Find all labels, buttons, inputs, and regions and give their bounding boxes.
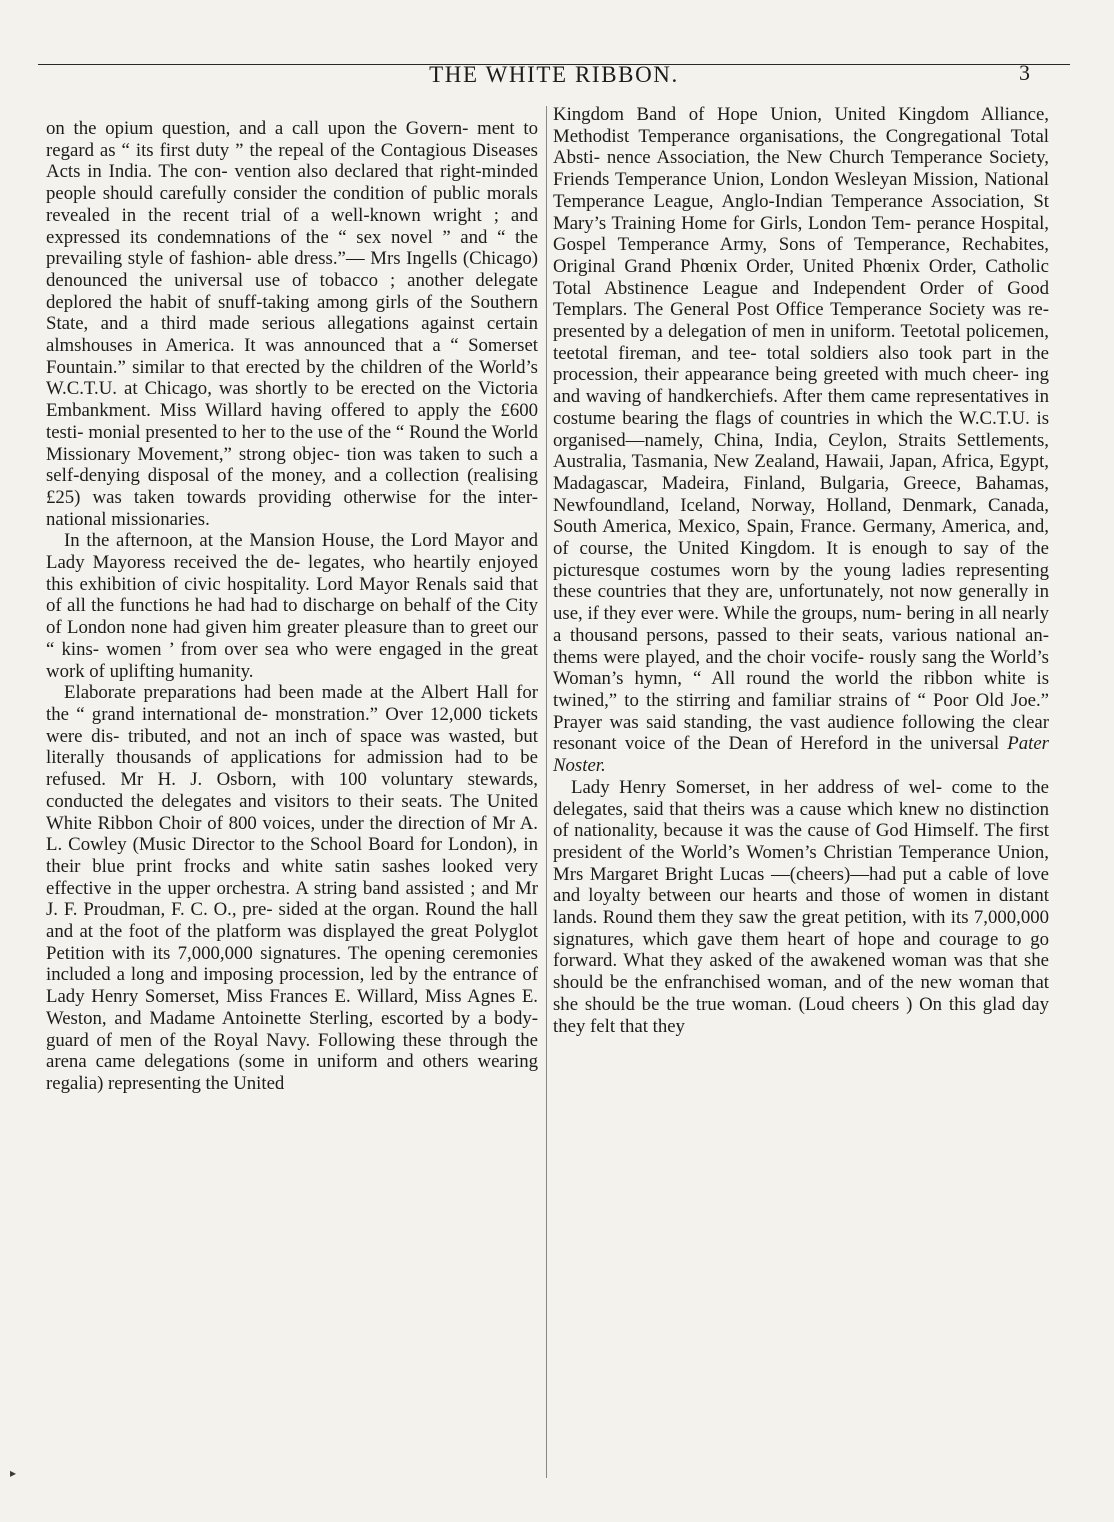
right-column [553,104,1049,1037]
paragraph-mansion-house: In the afternoon, at the Mansion House, the Lord Mayor and Lady Mayoress received the de- legates, who heartily enjoyed this exhibition of civic hospitality. Lord Mayor Renals said that of all the functions he had had to discharge on behalf of the City of London none had given him greater pleasure than to greet our “ kins- women ’ from over sea who were engaged in the great work of uplifting humanity. [46,530,538,682]
pater-noster-italic: Pater Noster. [553,733,1049,777]
margin-mark: ▸ [10,1466,17,1480]
paragraph-opium-question: on the opium question, and a call upon the Govern- ment to regard as “ its first duty ” the repeal of the Contagious Diseases Acts in India. The con- vention also declared that right-minded people should carefully consider the condition of public morals revealed in the recent trial of a well-known wright ; and expressed its condemnations of the “ sex novel ” and “ the prevailing style of fashion- able dress.”— Mrs Ingells (Chicago) denounced the universal use of tobacco ; another delegate deplored the habit of snuff-taking among girls of the Southern State, and a third made serious allegations against certain almshouses in America. It was announced that a “ Somerset Fountain.” similar to that erected by the children of the World’s W.C.T.U. at Chicago, was shortly to be erected on the Victoria Embankment. Miss Willard having offered to apply the £600 testi- monial presented to her to the use of the “ Round the World Missionary Movement,” strong objec- tion was taken to such a self-denying disposal of the money, and a collection (realising £25) was taken towards providing otherwise for the inter- national missionaries. [46,118,538,530]
left-column [46,118,538,1095]
paragraph-procession-text: Kingdom Band of Hope Union, United Kingdom Alliance, Methodist Temperance organisations, the Congregational Total Absti- nence Association, the New Church Temperance Society, Friends Temperance Union, London Wesleyan Mission, National Temperance League, Anglo-Indian Temperance Association, St Mary’s Training Home for Girls, London Tem- perance Hospital, Gospel Temperance Army, Sons of Temperance, Rechabites, Original Grand Phœnix Order, United Phœnix Order, Catholic Total Abstinence League and Independent Order of Good Templars. The General Post Office Temperance Society was re- presented by a delegation of men in uniform. Teetotal policemen, teetotal fireman, and tee- total soldiers also took part in the procession, their appearance being greeted with much cheer- ing and waving of handkerchiefs. After them came representatives in costume bearing the flags of countries in which the W.C.T.U. is organised—namely, China, India, Ceylon, Straits Settlements, Australia, Tasmania, New Zealand, Hawaii, Japan, Africa, Egypt, Madagascar, Madeira, Finland, Bulgaria, Greece, Bahamas, Newfoundland, Iceland, Norway, Holland, Denmark, Canada, South America, Mexico, Spain, France. Germany, America, and, of course, the United Kingdom. It is enough to say of the picturesque costumes worn by the young ladies representing these countries that they are, unfortunately, not now generally in use, if they ever were. While the groups, num- bering in all nearly a thousand persons, passed to their seats, various national an- thems were played, and the choir vocife- rously sang the World’s Woman’s hymn, “ All round the world the ribbon white is twined,” to the stirring and familiar strains of “ Poor Old Joe.” Prayer was said standing, the vast audience following the clear resonant voice of the Dean of Hereford in the universal [553,104,1049,755]
paragraph-procession [553,104,1049,777]
page-header [38,62,1070,98]
paragraph-lady-somerset-address: Lady Henry Somerset, in her address of wel- come to the delegates, said that theirs was a cause which knew no distinction of nationality, because it was the cause of God Himself. The first president of the World’s Women’s Christian Temperance Union, Mrs Margaret Bright Lucas —(cheers)—had put a cable of love and loyalty between our hearts and those of women in distant lands. Round them they saw the great petition, with its 7,000,000 signatures, which gave them heart of hope and courage to go forward. What they asked of the awakened woman was that she should be the enfranchised woman, and of the new woman that she should be the true woman. (Loud cheers ) On this glad day they felt that they [553,776,1049,1037]
masthead-title: THE WHITE RIBBON. [429,62,679,87]
paragraph-albert-hall: Elaborate preparations had been made at the Albert Hall for the “ grand international de- monstration.” Over 12,000 tickets were dis- tributed, and not an inch of space was wasted, but literally thousands of applications for admission had to be refused. Mr H. J. Osborn, with 100 voluntary stewards, conducted the delegates and visitors to their seats. The United White Ribbon Choir of 800 voices, under the direction of Mr A. L. Cowley (Music Director to the School Board for London), in their blue print frocks and white satin sashes looked very effective in the upper orchestra. A string band assisted ; and Mr J. F. Proudman, F. C. O., pre- sided at the organ. Round the hall and at the foot of the platform was displayed the great Polyglot Petition with its 7,000,000 signatures. The opening ceremonies included a long and imposing procession, led by the entrance of Lady Henry Somerset, Miss Frances E. Willard, Miss Agnes E. Weston, and Madame Antoinette Sterling, escorted by a body-guard of men of the Royal Navy. Following these through the arena came delegations (some in uniform and others wearing regalia) representing the United [46,682,538,1094]
page-number: 3 [1019,60,1030,85]
column-divider [546,106,547,1478]
